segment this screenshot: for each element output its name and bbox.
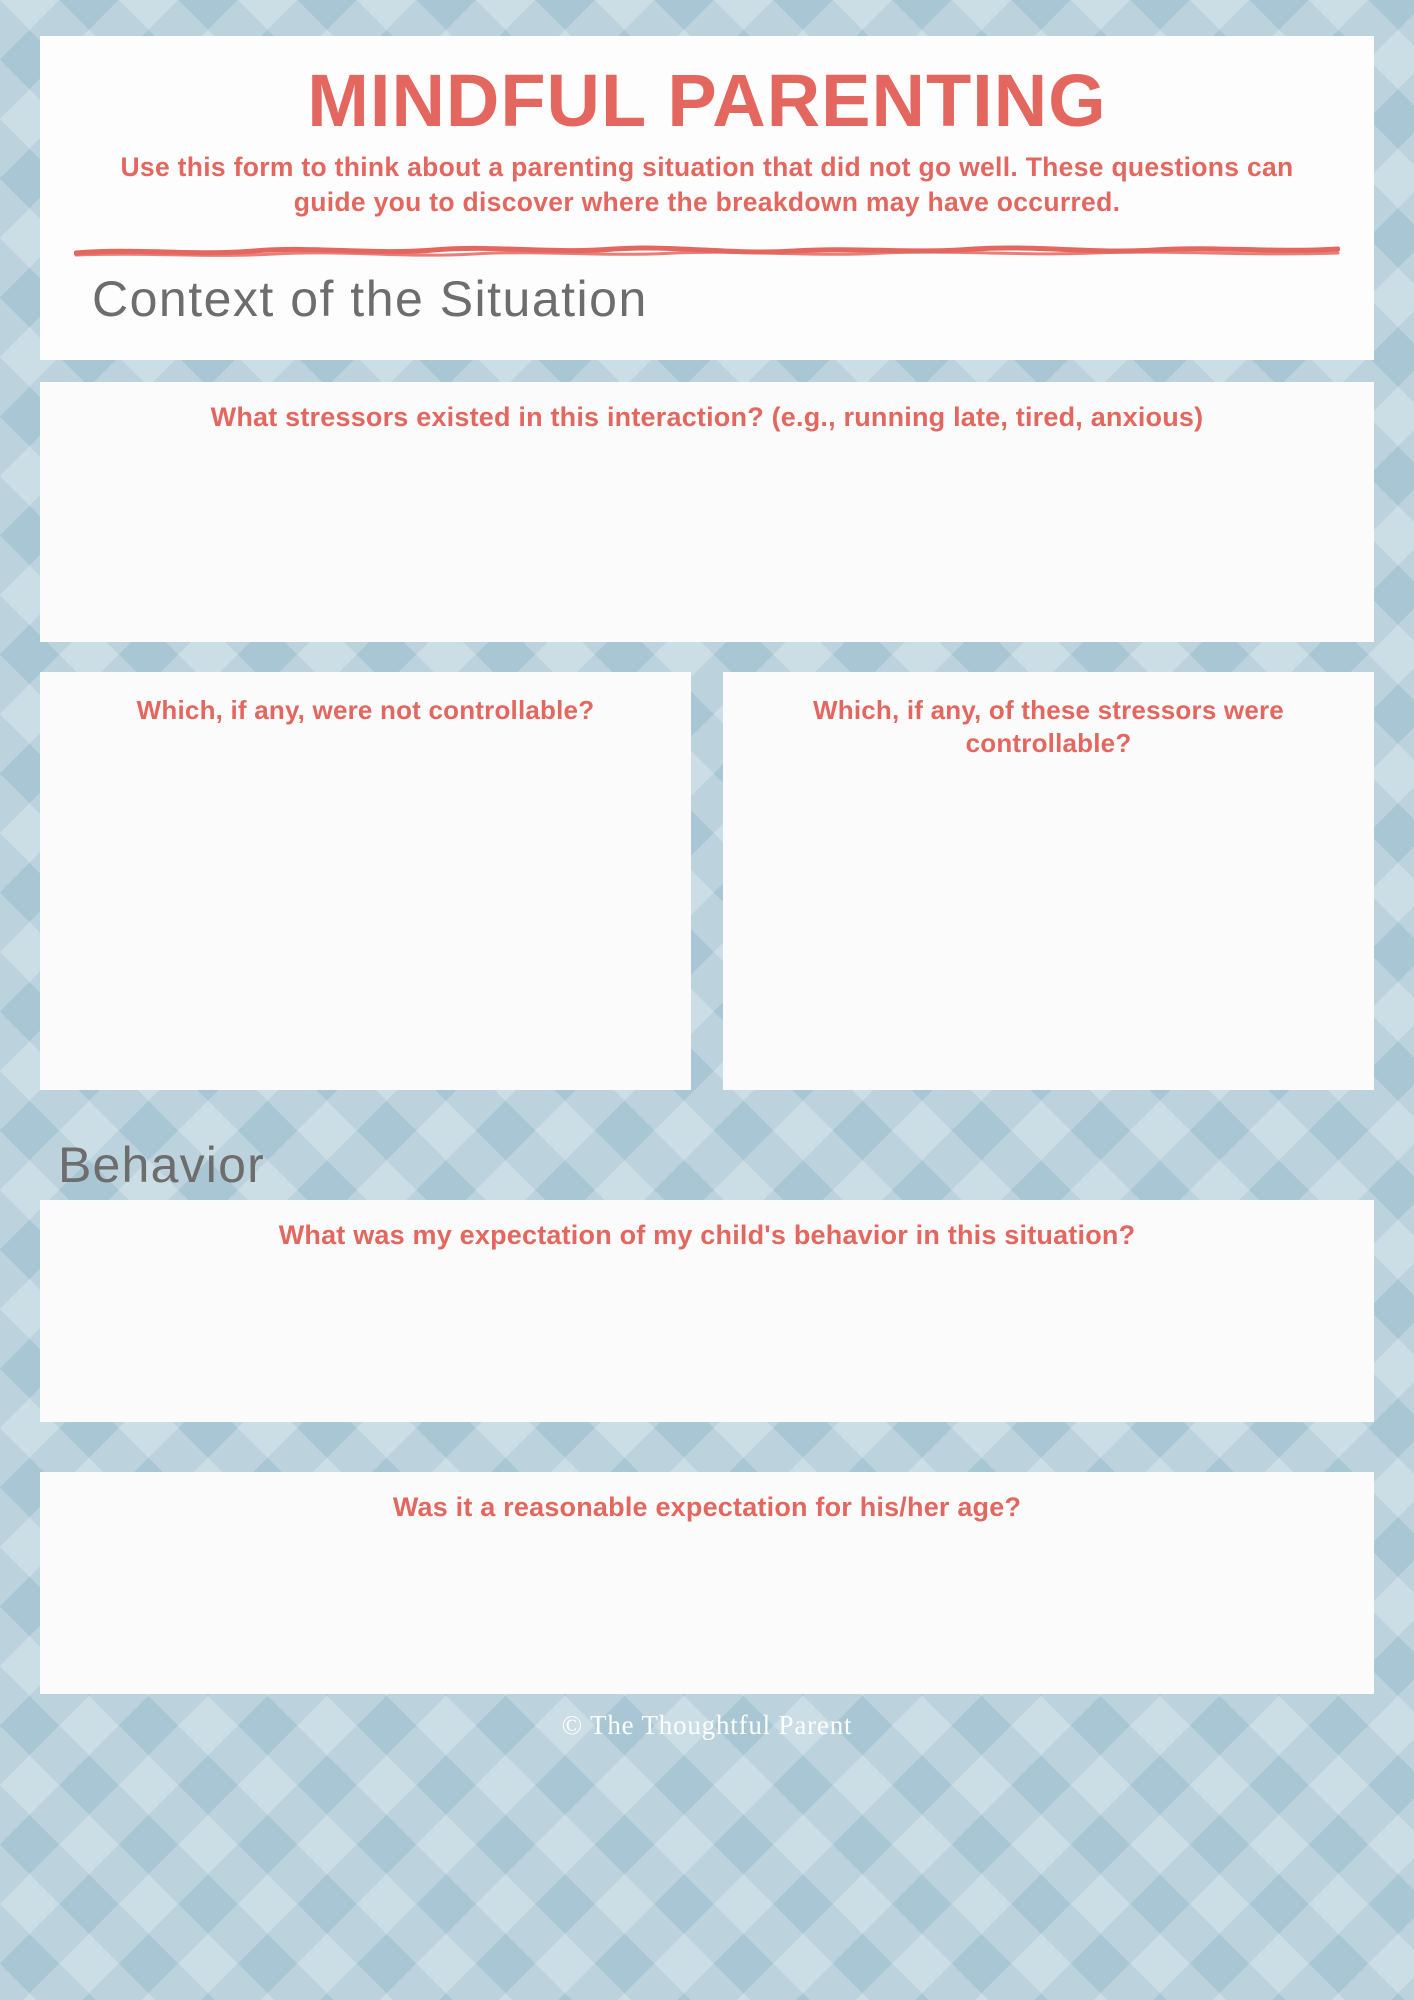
question-stressors: What stressors existed in this interaction? (e.g., running late, tired, anxious): [210, 401, 1204, 432]
answer-box-stressors[interactable]: [40, 382, 1374, 642]
question-reasonable: Was it a reasonable expectation for his/her age?: [392, 1491, 1022, 1522]
worksheet-page: [40, 36, 1374, 1966]
question-expectation: What was my expectation of my child's behavior in this situation?: [278, 1219, 1136, 1250]
question-not-controllable: Which, if any, were not controllable?: [136, 694, 595, 725]
answer-box-not-controllable[interactable]: [40, 672, 691, 1090]
answer-row-controllability: [40, 672, 1374, 1090]
footer-credit: © The Thoughtful Parent: [561, 1709, 853, 1740]
section-heading-context: Context of the Situation: [92, 270, 648, 327]
decorative-divider: [74, 242, 1340, 260]
spacer: [40, 1422, 1374, 1472]
page-title: MINDFUL PARENTING: [307, 59, 1107, 142]
answer-box-reasonable[interactable]: [40, 1472, 1374, 1694]
question-controllable: Which, if any, of these stressors were controllable?: [813, 694, 1284, 758]
header-card: [40, 36, 1374, 360]
answer-box-controllable[interactable]: [723, 672, 1374, 1090]
page-subtitle: Use this form to think about a parenting situation that did not go well. These questions can guide you to discover where the breakdown may have occurred.: [120, 151, 1294, 217]
spacer: [40, 360, 1374, 382]
section-heading-behavior: Behavior: [58, 1136, 265, 1193]
answer-box-expectation[interactable]: [40, 1200, 1374, 1422]
